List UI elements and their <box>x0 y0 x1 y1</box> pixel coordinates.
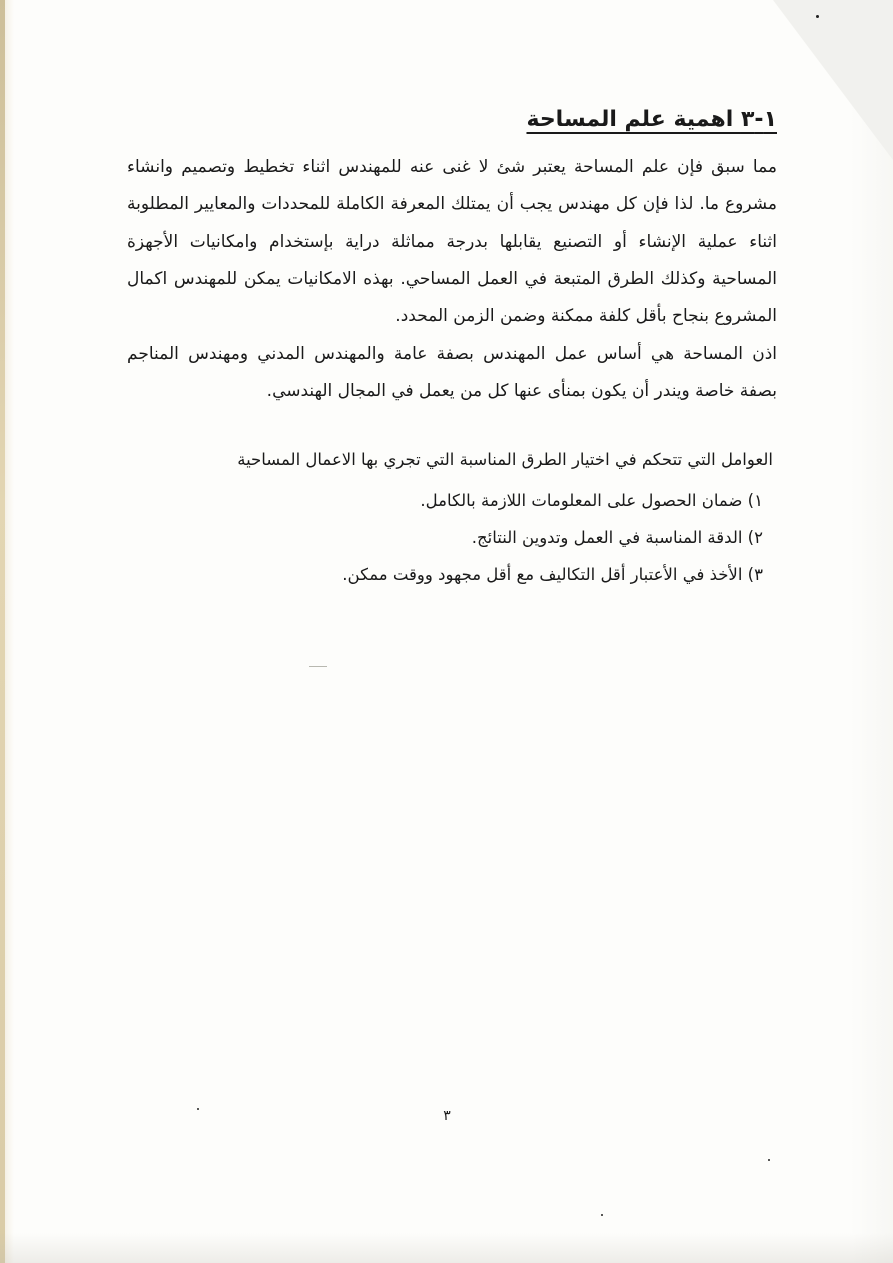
scan-edge <box>0 0 5 1263</box>
scan-shadow <box>0 1233 893 1263</box>
speck-mark <box>601 1214 603 1216</box>
speck-mark <box>768 1159 770 1161</box>
list-item: ٢) الدقة المناسبة في العمل وتدوين النتائج. <box>471 528 763 547</box>
speck-mark <box>197 1108 199 1110</box>
list-item: ١) ضمان الحصول على المعلومات اللازمة بالكامل. <box>420 491 763 510</box>
factor-list <box>342 482 763 593</box>
speck-mark <box>816 15 819 18</box>
factors-intro: العوامل التي تتحكم في اختيار الطرق المناسبة التي تجري بها الاعمال المساحية <box>237 450 773 469</box>
section-heading: ١-٣ اهمية علم المساحة <box>526 107 777 132</box>
page-number: ٣ <box>443 1108 451 1124</box>
faint-dash-mark <box>309 666 327 667</box>
list-item: ٣) الأخذ في الأعتبار أقل التكاليف مع أقل مجهود ووقت ممكن. <box>342 565 763 584</box>
paragraph: اذن المساحة هي أساس عمل المهندس بصفة عامة والمهندس المدني ومهندس المناجم بصفة خاصة ويندر أن يكون بمنأى عنها كل من يعمل في المجال الهندسي. <box>127 344 777 402</box>
page-corner <box>773 0 893 160</box>
paragraph: مما سبق فإن علم المساحة يعتبر شئ لا غنى عنه للمهندس اثناء تخطيط وتصميم وانشاء مشروع ما. لذا فإن كل مهندس يجب أن يمتلك المعرفة الكاملة للمحددات والمعايير المطلوبة اثناء عملية الإنشاء أو التصنيع يقابلها بدرجة مماثلة دراية بإستخدام وامكانيات الأجهزة المساحية وكذلك الطرق المتبعة في العمل المساحي. بهذه الامكانيات يمكن للمهندس اكمال المشروع بنجاح بأقل كلفة ممكنة وضمن الزمن المحدد. <box>127 157 777 327</box>
